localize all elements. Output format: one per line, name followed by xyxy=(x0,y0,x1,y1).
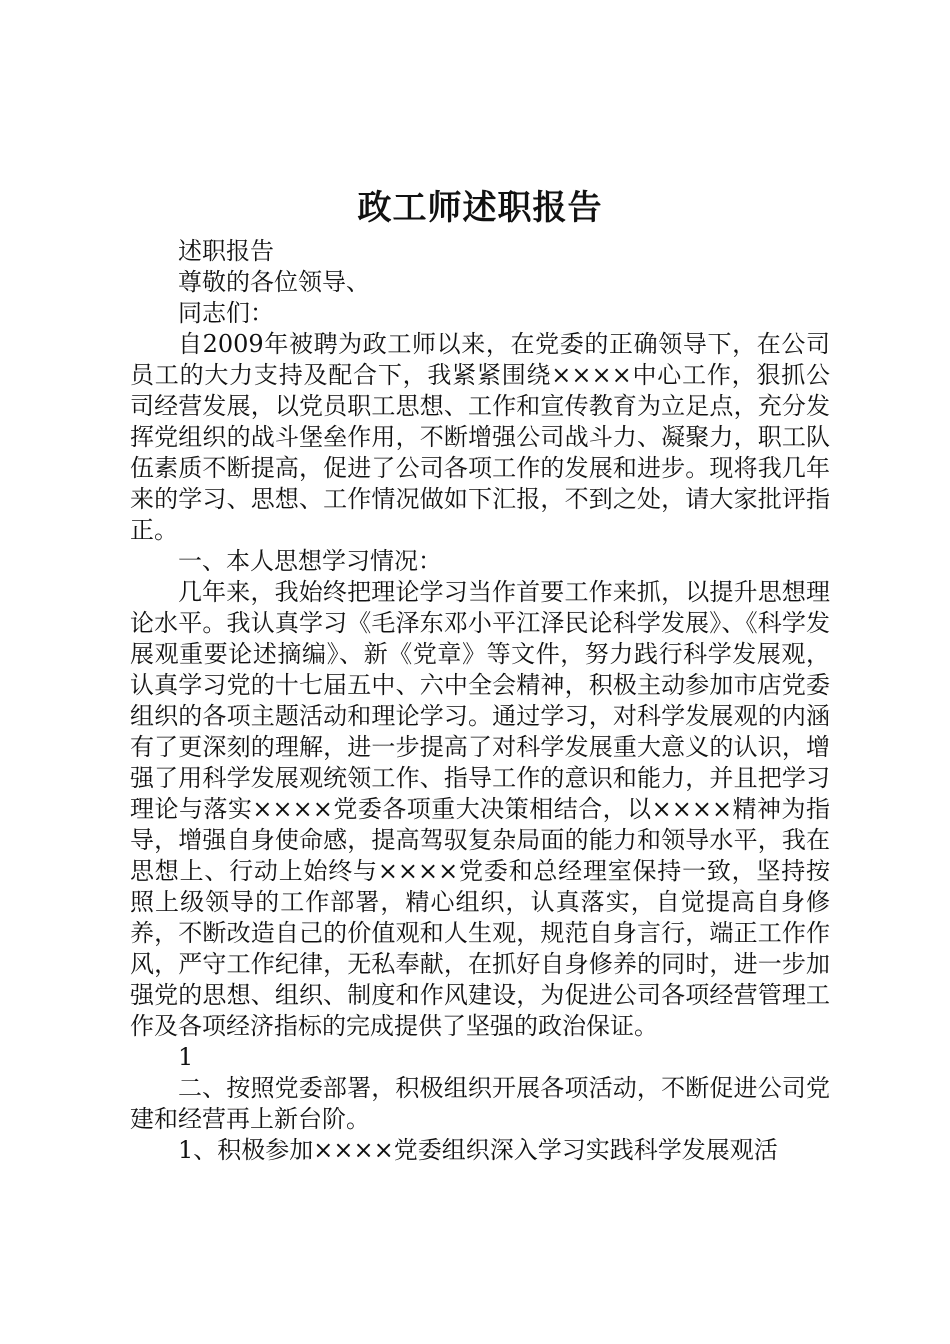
page-number: 1 xyxy=(178,1043,194,1071)
paragraph-salutation-continued: 同志们： xyxy=(178,299,274,327)
document-page xyxy=(130,180,830,1166)
paragraph-activity-1: 1、积极参加××××党委组织深入学习实践科学发展观活 xyxy=(178,1136,778,1164)
section-heading-1: 一、本人思想学习情况： xyxy=(178,547,442,575)
paragraph-study: 几年来，我始终把理论学习当作首要工作来抓，以提升思想理论水平。我认真学习《毛泽东邓小平江泽民论科学发展》、《科学发展观重要论述摘编》、新《党章》等文件，努力践行科学发展观，认真学习党的十七届五中、六中全会精神，积极主动参加市店党委组织的各项主题活动和理论学习。通过学习，对科学发展观的内涵有了更深刻的理解，进一步提高了对科学发展重大意义的认识，增强了用科学发展观统领工作、指导工作的意识和能力，并且把学习理论与落实××××党委各项重大决策相结合，以××××精神为指导，增强自身使命感，提高驾驭复杂局面的能力和领导水平，我在思想上、行动上始终与××××党委和总经理室保持一致，坚持按照上级领导的工作部署，精心组织，认真落实，自觉提高自身修养，不断改造自己的价值观和人生观，规范自身言行，端正工作作风，严守工作纪律，无私奉献，在抓好自身修养的同时，进一步加强党的思想、组织、制度和作风建设，为促进公司各项经营管理工作及各项经济指标的完成提供了坚强的政治保证。 xyxy=(130,578,830,1040)
paragraph-intro: 自2009年被聘为政工师以来，在党委的正确领导下，在公司员工的大力支持及配合下，我紧紧围绕××××中心工作，狠抓公司经营发展，以党员职工思想、工作和宣传教育为立足点，充分发挥党组织的战斗堡垒作用，不断增强公司战斗力、凝聚力，职工队伍素质不断提高，促进了公司各项工作的发展和进步。现将我几年来的学习、思想、工作情况做如下汇报，不到之处，请大家批评指正。 xyxy=(130,330,830,544)
paragraph-salutation: 尊敬的各位领导、 xyxy=(178,268,370,296)
document-title: 政工师述职报告 xyxy=(357,188,603,228)
section-heading-2: 二、按照党委部署，积极组织开展各项活动，不断促进公司党建和经营再上新台阶。 xyxy=(130,1074,830,1133)
paragraph-heading: 述职报告 xyxy=(178,237,274,265)
